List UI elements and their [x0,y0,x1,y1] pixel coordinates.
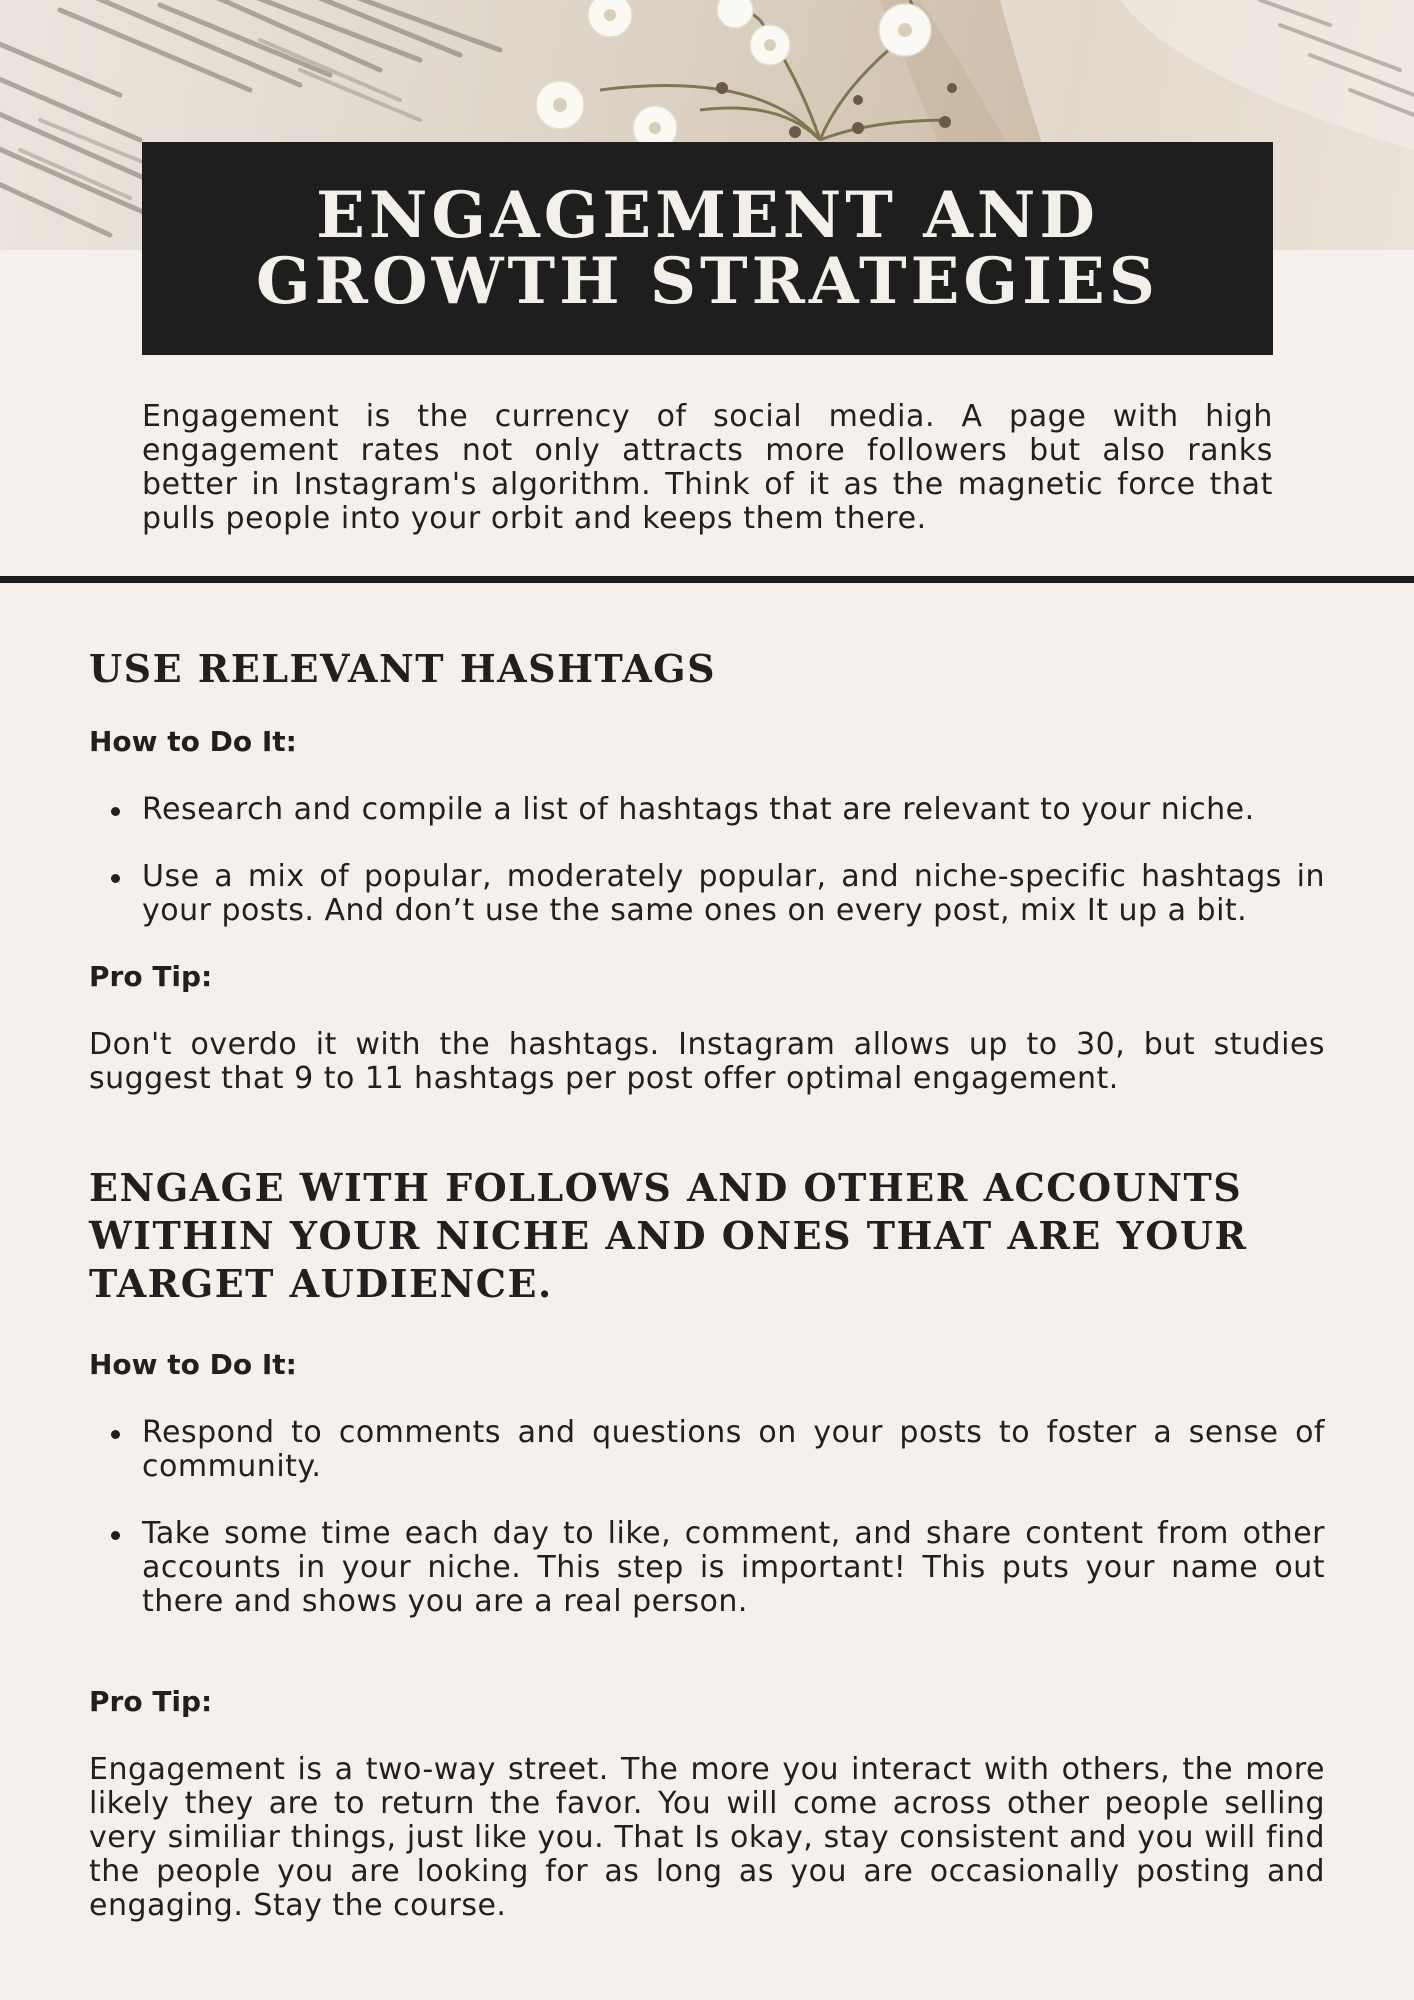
title-banner [142,142,1273,355]
bullet-icon [111,1430,120,1439]
bullet-icon [111,807,120,816]
bullet-icon [111,1531,120,1540]
bullet-icon [111,874,120,883]
list-item [89,860,1325,928]
how-to-list [89,793,1325,928]
section-heading-hashtags: USE RELEVANT HASHTAGS [89,646,717,691]
pro-tip-label: Pro Tip: [89,1685,213,1718]
how-to-label: How to Do It: [89,725,297,758]
list-item [89,1416,1325,1484]
list-item-text: Research and compile a list of hashtags that are relevant to your niche. [142,792,1255,827]
section-divider [0,576,1414,583]
page-title-line-2: GROWTH STRATEGIES [255,243,1160,319]
list-item-text: Respond to comments and questions on your posts to foster a sense of community. [142,1415,1325,1484]
main-content [89,645,1325,1923]
section-heading-engage: ENGAGE WITH FOLLOWS AND OTHER ACCOUNTS WITHIN YOUR NICHE AND ONES THAT ARE YOUR TARGET AUDIENCE. [89,1165,1248,1306]
list-item-text: Use a mix of popular, moderately popular, and niche-specific hashtags in your posts. And don’t use the same ones on every post, mix It up a bit. [142,859,1325,928]
pro-tip-text: Don't overdo it with the hashtags. Instagram allows up to 30, but studies suggest that 9 to 11 hashtags per post offer optimal engagement. [89,1027,1325,1096]
page-title-line-1: ENGAGEMENT AND [316,177,1099,253]
how-to-label: How to Do It: [89,1348,297,1381]
pro-tip-text: Engagement is a two-way street. The more you interact with others, the more likely they are to return the favor. You will come across other people selling very similiar things, just like you. That Is okay, stay consistent and you will find the people you are looking for as long as you are occasionally posting and engaging. Stay the course. [89,1752,1325,1923]
how-to-list [89,1416,1325,1619]
list-item [89,793,1325,827]
list-item [89,1517,1325,1619]
pro-tip-label: Pro Tip: [89,960,213,993]
intro-paragraph: Engagement is the currency of social media. A page with high engagement rates not only attracts more followers but also ranks better in Instagram's algorithm. Think of it as the magnetic force that pulls people into your orbit and keeps them there. [142,399,1273,536]
list-item-text: Take some time each day to like, comment, and share content from other accounts in your niche. This step is important! This puts your name out there and shows you are a real person. [142,1516,1325,1619]
